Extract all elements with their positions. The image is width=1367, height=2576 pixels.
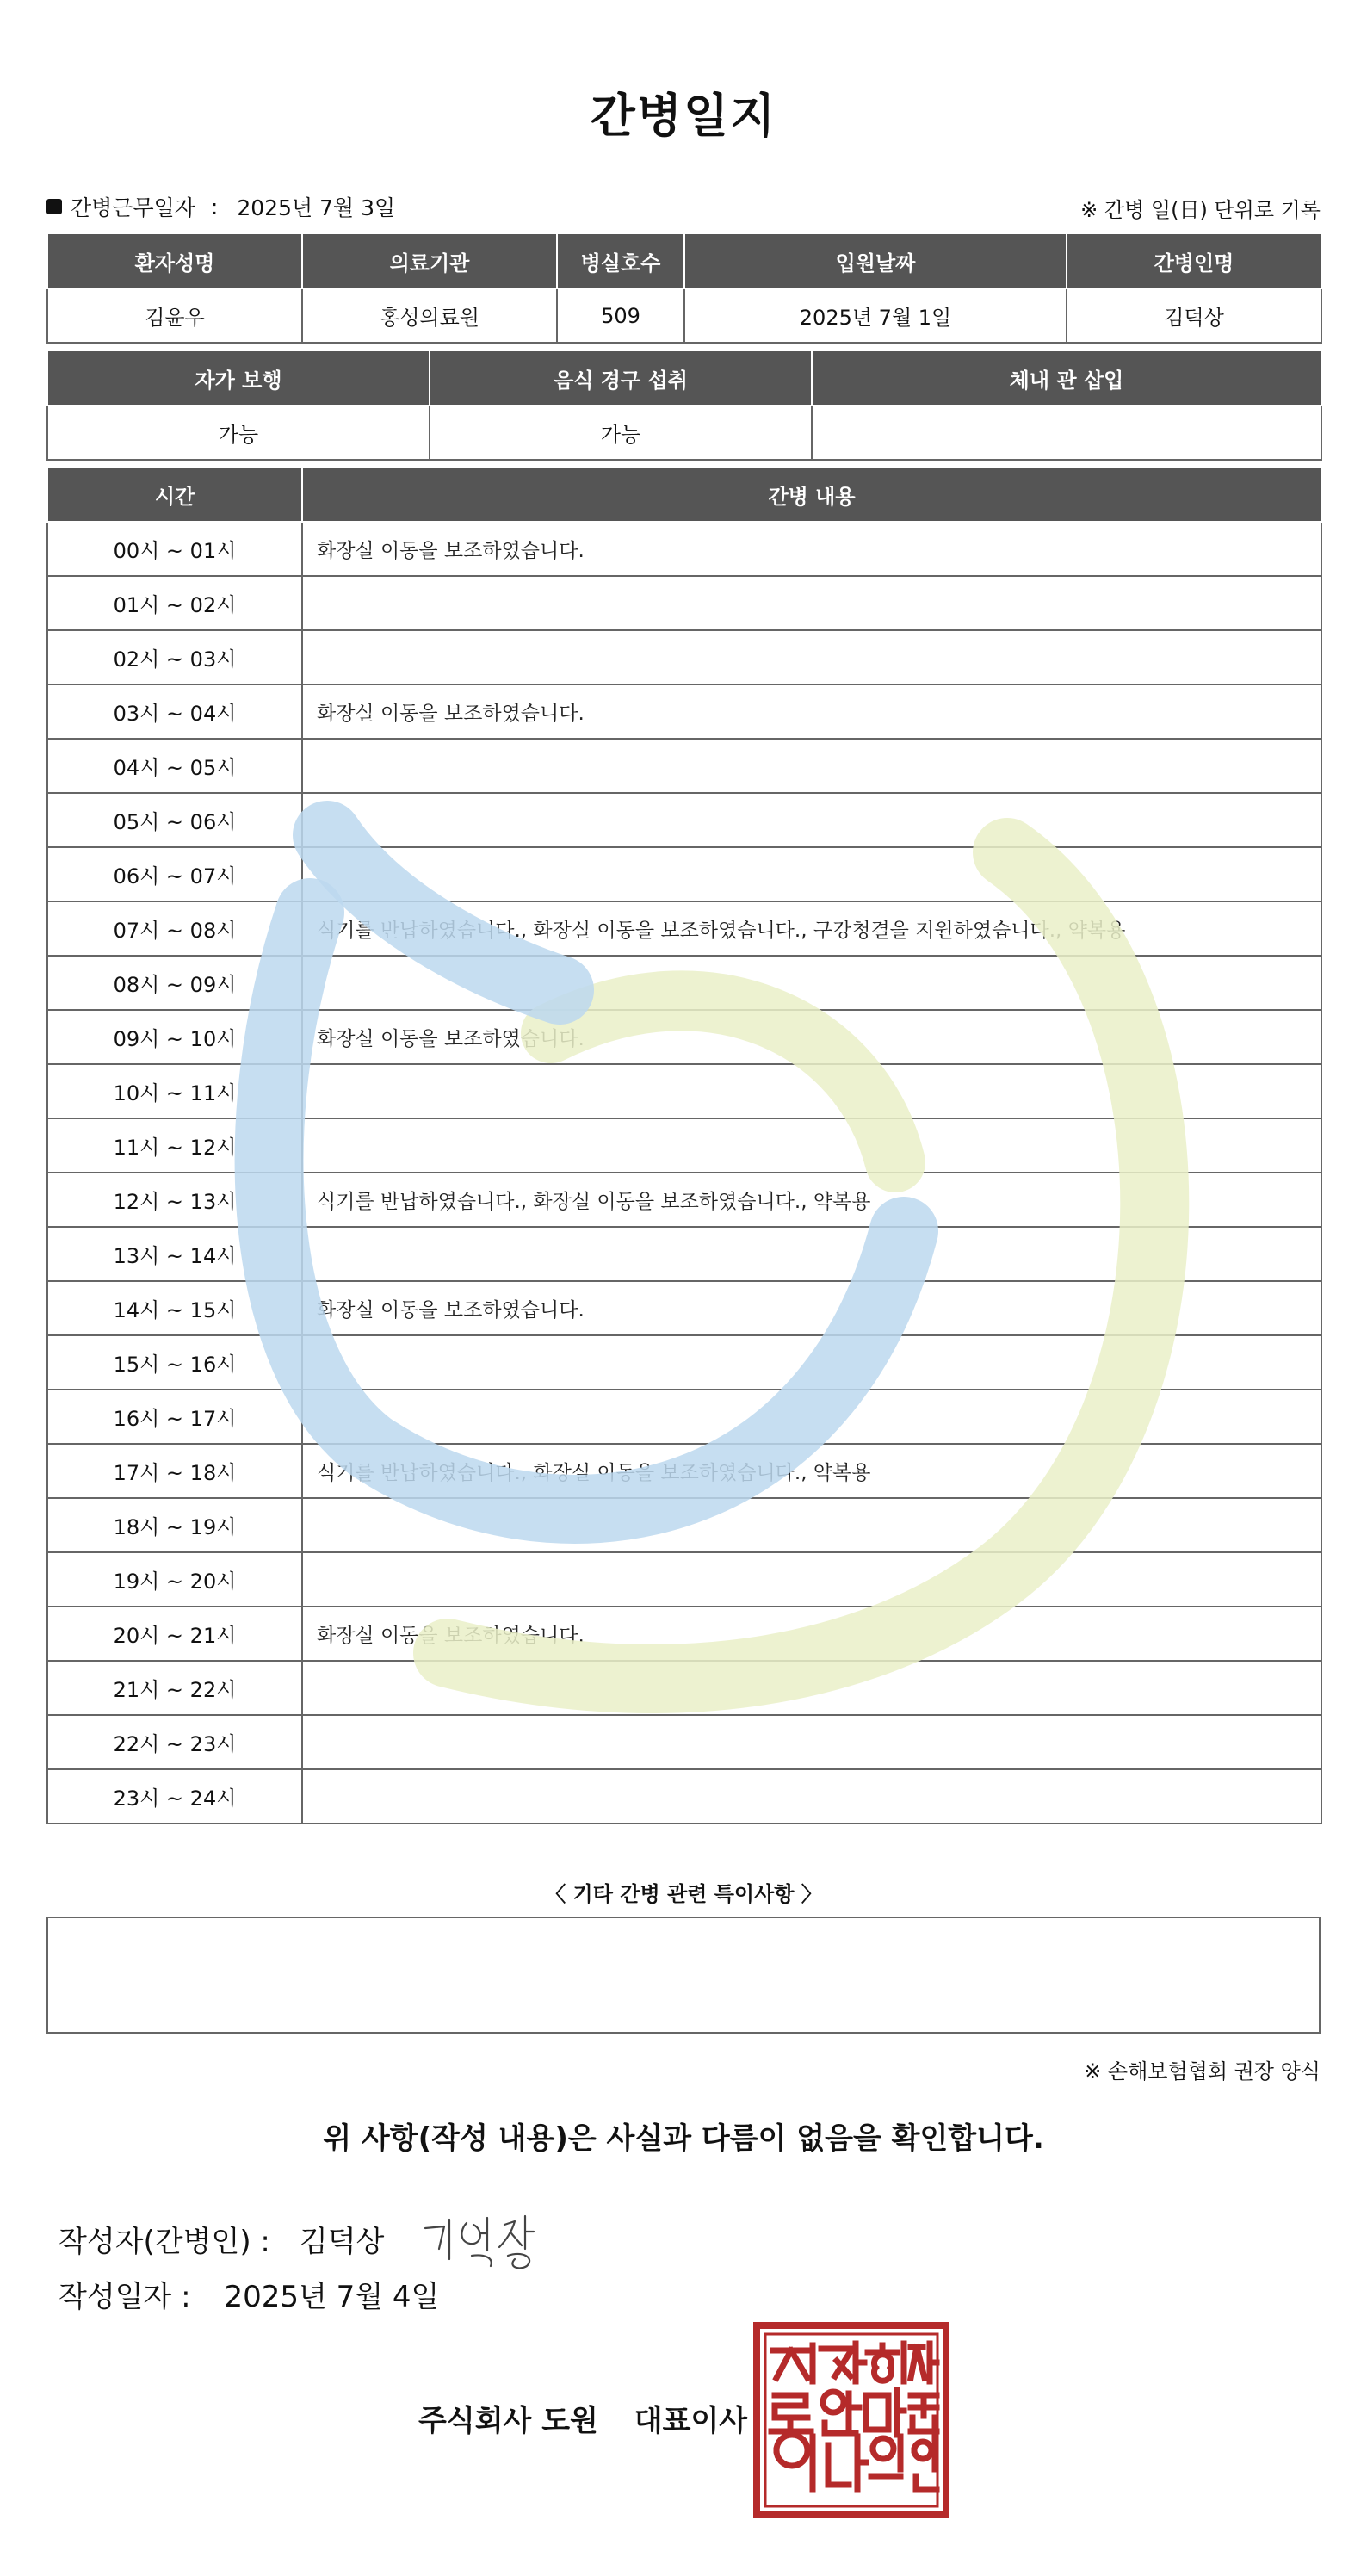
- log-content: [302, 1227, 1321, 1281]
- log-row: [47, 1498, 1321, 1552]
- log-row: [47, 1173, 1321, 1227]
- oral-intake-status: 가능: [430, 406, 812, 460]
- log-row: [47, 522, 1321, 576]
- log-time: 21시 ~ 22시: [47, 1661, 302, 1715]
- header-admission-date: 입원날짜: [684, 233, 1067, 288]
- log-row: [47, 739, 1321, 793]
- log-row: [47, 1335, 1321, 1390]
- header-room: 병실호수: [557, 233, 684, 288]
- log-content: [302, 739, 1321, 793]
- log-time: 02시 ~ 03시: [47, 630, 302, 684]
- log-content: [302, 1064, 1321, 1118]
- document-title: 간병일지: [590, 89, 777, 143]
- care-log-table: [46, 466, 1322, 1824]
- log-row: [47, 1769, 1321, 1824]
- log-row: [47, 630, 1321, 684]
- log-row: [47, 1064, 1321, 1118]
- log-time: 20시 ~ 21시: [47, 1607, 302, 1661]
- walking-status: 가능: [47, 406, 430, 460]
- written-date-label: 작성일자 :: [59, 2280, 191, 2314]
- log-content: [302, 847, 1321, 901]
- header-time: 시간: [47, 467, 302, 522]
- log-time: 03시 ~ 04시: [47, 684, 302, 739]
- work-date-value: 2025년 7월 3일: [237, 195, 396, 220]
- company-line: [418, 2397, 747, 2439]
- log-row: [47, 1390, 1321, 1444]
- hospital: 홍성의료원: [302, 288, 557, 343]
- log-time: 12시 ~ 13시: [47, 1173, 302, 1227]
- log-content: [302, 1769, 1321, 1824]
- log-time: 05시 ~ 06시: [47, 793, 302, 847]
- log-row: [47, 1227, 1321, 1281]
- log-row: [47, 1661, 1321, 1715]
- representative-title: 대표이사: [634, 2404, 748, 2438]
- log-time: 08시 ~ 09시: [47, 956, 302, 1010]
- log-content: 화장실 이동을 보조하였습니다.: [302, 522, 1321, 576]
- patient-name: 김윤우: [47, 288, 302, 343]
- log-time: 18시 ~ 19시: [47, 1498, 302, 1552]
- log-time: 16시 ~ 17시: [47, 1390, 302, 1444]
- log-row: [47, 847, 1321, 901]
- writer-label: 작성자(간병인) :: [59, 2224, 270, 2259]
- header-oral-intake: 음식 경구 섭취: [430, 350, 812, 406]
- header-tube: 체내 관 삽입: [812, 350, 1321, 406]
- written-date-line: [59, 2273, 439, 2315]
- log-row: [47, 1118, 1321, 1173]
- log-time: 13시 ~ 14시: [47, 1227, 302, 1281]
- written-date: 2025년 7월 4일: [224, 2280, 440, 2314]
- header-caregiver: 간병인명: [1067, 233, 1321, 288]
- log-content: [302, 576, 1321, 630]
- log-time: 23시 ~ 24시: [47, 1769, 302, 1824]
- log-content: [302, 793, 1321, 847]
- log-content: 화장실 이동을 보조하였습니다.: [302, 1607, 1321, 1661]
- log-content: 식기를 반납하였습니다., 화장실 이동을 보조하였습니다., 약복용: [302, 1444, 1321, 1498]
- log-row: [47, 684, 1321, 739]
- log-time: 15시 ~ 16시: [47, 1335, 302, 1390]
- log-content: 화장실 이동을 보조하였습니다.: [302, 1281, 1321, 1335]
- admission-date: 2025년 7월 1일: [684, 288, 1067, 343]
- log-row: [47, 1281, 1321, 1335]
- log-row: [47, 1552, 1321, 1607]
- log-content: 화장실 이동을 보조하였습니다.: [302, 684, 1321, 739]
- work-date-separator: :: [210, 194, 219, 220]
- handwritten-signature: [418, 2204, 547, 2273]
- header-patient-name: 환자성명: [47, 233, 302, 288]
- tube-status: [812, 406, 1321, 460]
- header-care-content: 간병 내용: [302, 467, 1321, 522]
- form-note: ※ 손해보험협회 권장 양식: [1084, 2059, 1321, 2084]
- log-time: 01시 ~ 02시: [47, 576, 302, 630]
- room-number: 509: [557, 288, 684, 343]
- log-time: 09시 ~ 10시: [47, 1010, 302, 1064]
- patient-status-table: [46, 350, 1322, 461]
- log-time: 06시 ~ 07시: [47, 847, 302, 901]
- log-content: [302, 1715, 1321, 1769]
- header-hospital: 의료기관: [302, 233, 557, 288]
- writer-name: 김덕상: [299, 2224, 385, 2259]
- log-time: 07시 ~ 08시: [47, 901, 302, 956]
- log-content: [302, 1552, 1321, 1607]
- writer-line: [59, 2204, 547, 2273]
- log-content: [302, 956, 1321, 1010]
- log-row: [47, 901, 1321, 956]
- log-time: 22시 ~ 23시: [47, 1715, 302, 1769]
- confirmation-statement: 위 사항(작성 내용)은 사실과 다름이 없음을 확인합니다.: [323, 2121, 1044, 2156]
- log-time: 00시 ~ 01시: [47, 522, 302, 576]
- log-time: 10시 ~ 11시: [47, 1064, 302, 1118]
- log-content: 화장실 이동을 보조하였습니다.: [302, 1010, 1321, 1064]
- log-row: [47, 1444, 1321, 1498]
- log-row: [47, 1715, 1321, 1769]
- log-time: 19시 ~ 20시: [47, 1552, 302, 1607]
- log-content: [302, 1661, 1321, 1715]
- header-walking: 자가 보행: [47, 350, 430, 406]
- remarks-title: 〈 기타 간병 관련 특이사항 〉: [545, 1882, 822, 1906]
- log-content: 식기를 반납하였습니다., 화장실 이동을 보조하였습니다., 약복용: [302, 1173, 1321, 1227]
- log-time: 11시 ~ 12시: [47, 1118, 302, 1173]
- patient-info-table: [46, 232, 1322, 344]
- log-time: 04시 ~ 05시: [47, 739, 302, 793]
- log-content: [302, 1498, 1321, 1552]
- remarks-box: [46, 1917, 1321, 2034]
- unit-note: ※ 간병 일(日) 단위로 기록: [1080, 198, 1321, 222]
- log-row: [47, 576, 1321, 630]
- log-content: [302, 1390, 1321, 1444]
- log-content: [302, 630, 1321, 684]
- log-content: [302, 1118, 1321, 1173]
- log-time: 17시 ~ 18시: [47, 1444, 302, 1498]
- log-content: 식기를 반납하였습니다., 화장실 이동을 보조하였습니다., 구강청결을 지원하였습니다., 약복용: [302, 901, 1321, 956]
- log-row: [47, 793, 1321, 847]
- company-seal: [752, 2321, 950, 2519]
- square-bullet-icon: [46, 199, 62, 214]
- work-date-line: [46, 191, 395, 222]
- company-name: 주식회사 도원: [418, 2404, 598, 2438]
- log-row: [47, 1010, 1321, 1064]
- log-row: [47, 956, 1321, 1010]
- log-time: 14시 ~ 15시: [47, 1281, 302, 1335]
- caregiver-name: 김덕상: [1067, 288, 1321, 343]
- log-row: [47, 1607, 1321, 1661]
- work-date-label: 간병근무일자: [71, 195, 195, 220]
- log-content: [302, 1335, 1321, 1390]
